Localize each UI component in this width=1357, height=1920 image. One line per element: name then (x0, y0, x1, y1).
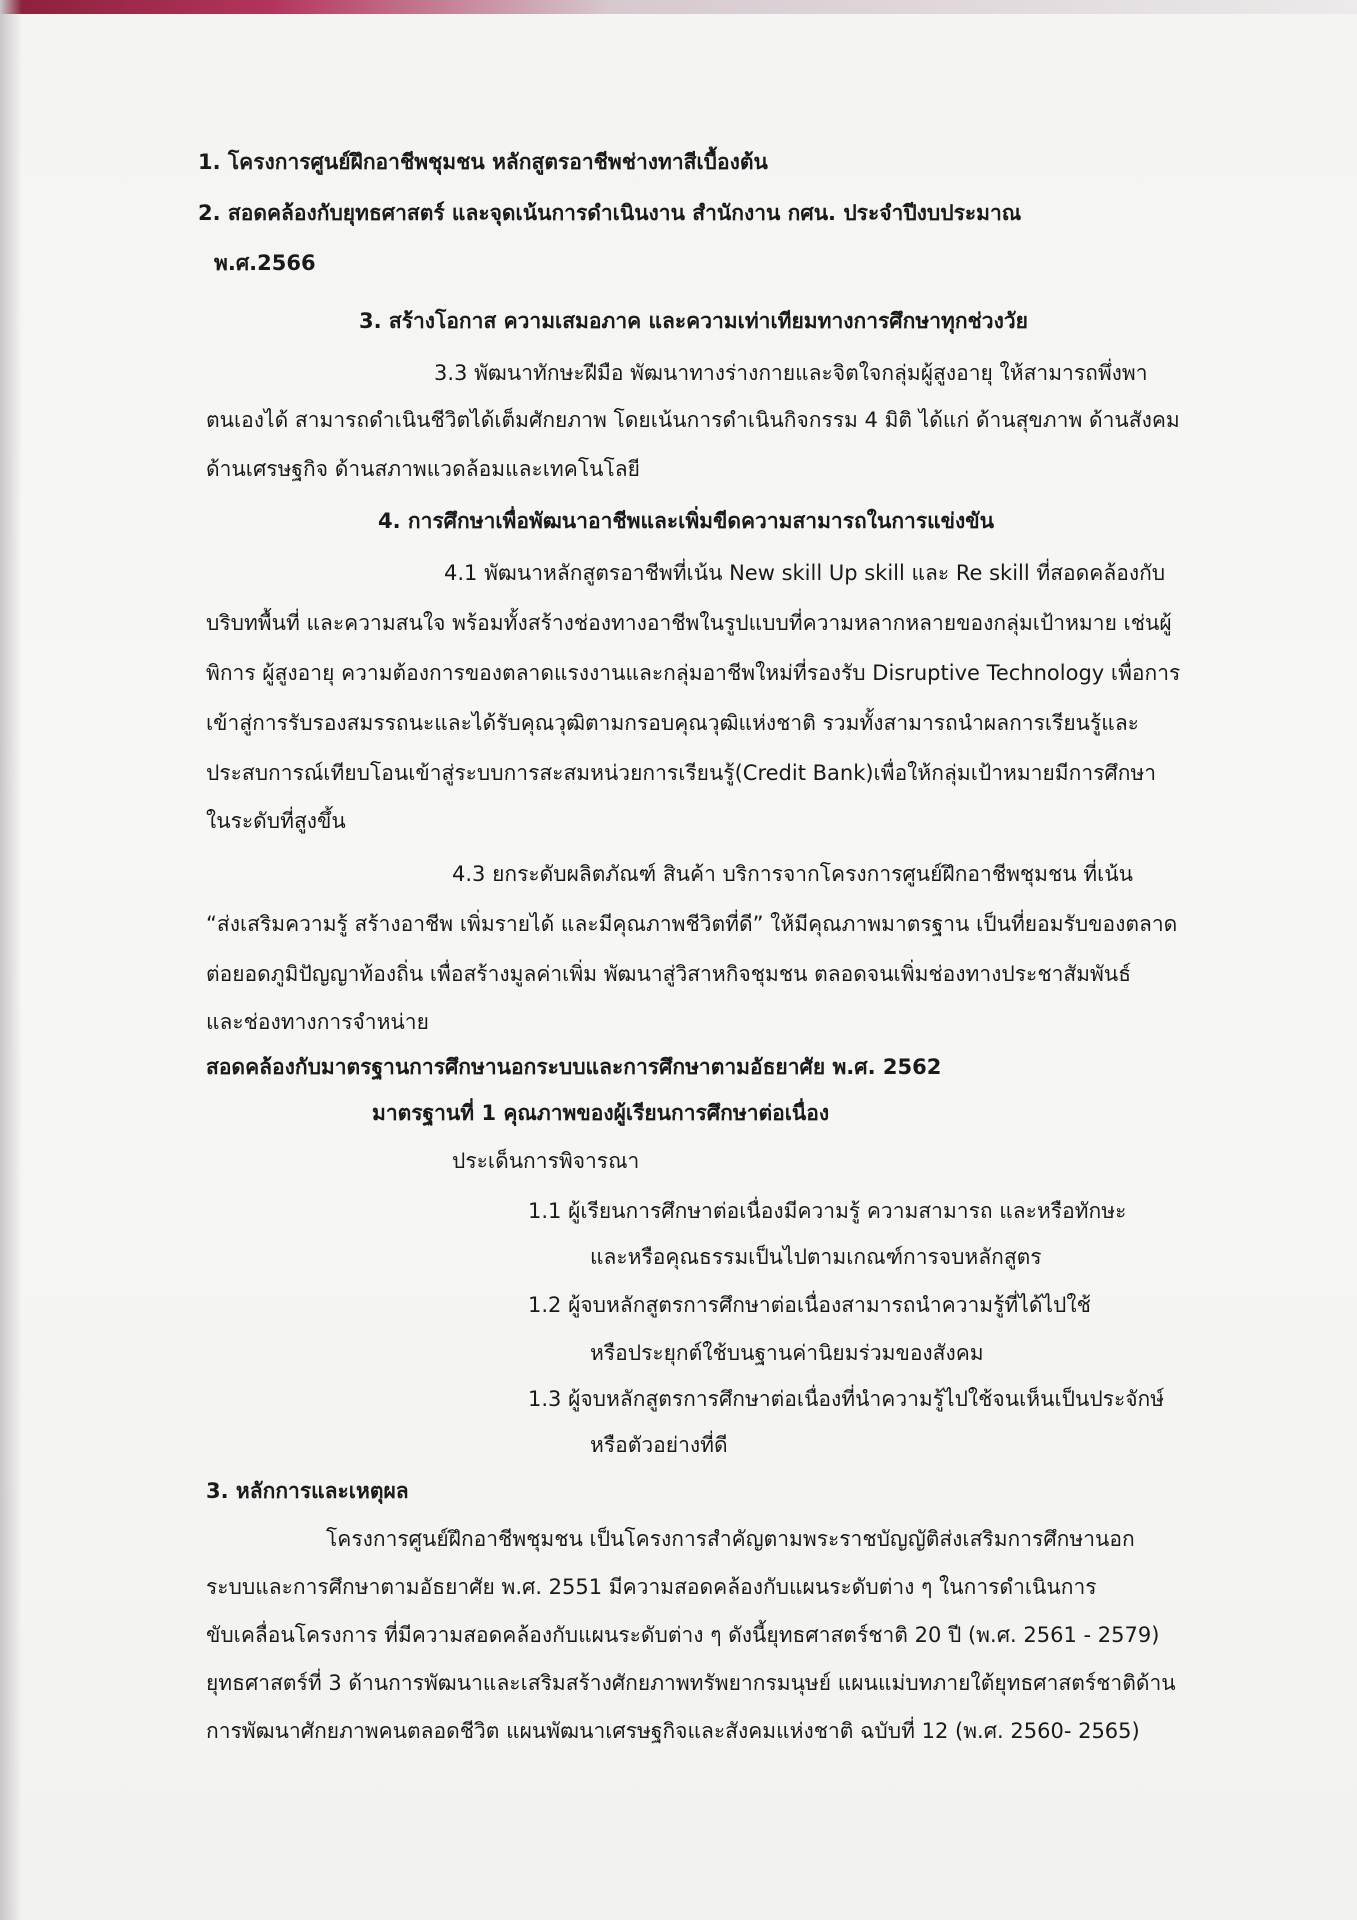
paragraph-line: ต่อยอดภูมิปัญญาท้องถิ่น เพื่อสร้างมูลค่าเพิ่ม พัฒนาสู่วิสาหกิจชุมชน ตลอดจนเพิ่มช่องทางประชาสัมพันธ์ (206, 962, 1132, 986)
list-item-continuation: และหรือคุณธรรมเป็นไปตามเกณฑ์การจบหลักสูตร (590, 1245, 1042, 1269)
paragraph-line: 4.1 พัฒนาหลักสูตรอาชีพที่เน้น New skill Up skill และ Re skill ที่สอดคล้องกับ (444, 561, 1166, 585)
heading-principles-rationale: 3. หลักการและเหตุผล (206, 1479, 409, 1503)
paragraph-line: “ส่งเสริมความรู้ สร้างอาชีพ เพิ่มรายได้ และมีคุณภาพชีวิตที่ดี” ให้มีคุณภาพมาตรฐาน เป็นที่ยอมรับของตลาด (206, 912, 1178, 936)
page-top-edge (0, 0, 1357, 14)
heading-strategy-alignment: 2. สอดคล้องกับยุทธศาสตร์ และจุดเน้นการดำเนินงาน สำนักงาน กศน. ประจำปีงบประมาณ (198, 201, 1022, 225)
paragraph-line: ประสบการณ์เทียบโอนเข้าสู่ระบบการสะสมหน่วยการเรียนรู้(Credit Bank)เพื่อให้กลุ่มเป้าหมายมีการศึกษา (206, 761, 1157, 785)
paragraph-line: บริบทพื้นที่ และความสนใจ พร้อมทั้งสร้างช่องทางอาชีพในรูปแบบที่ความหลากหลายของกลุ่มเป้าหมาย เช่นผู้ (206, 611, 1172, 635)
paragraph-line: ในระดับที่สูงขึ้น (206, 809, 346, 833)
paragraph-line: การพัฒนาศักยภาพคนตลอดชีวิต แผนพัฒนาเศรษฐกิจและสังคมแห่งชาติ ฉบับที่ 12 (พ.ศ. 2560- 2565) (206, 1719, 1140, 1743)
paragraph-line: เข้าสู่การรับรองสมรรถนะและได้รับคุณวุฒิตามกรอบคุณวุฒิแห่งชาติ รวมทั้งสามารถนำผลการเรียนรู้และ (206, 711, 1139, 735)
heading-standard-1: มาตรฐานที่ 1 คุณภาพของผู้เรียนการศึกษาต่อเนื่อง (372, 1101, 830, 1125)
subheading-strategy-4: 4. การศึกษาเพื่อพัฒนาอาชีพและเพิ่มขีดความสามารถในการแข่งขัน (378, 509, 994, 533)
label-considerations: ประเด็นการพิจารณา (452, 1149, 640, 1173)
list-item-continuation: หรือตัวอย่างที่ดี (590, 1433, 728, 1457)
list-item: 1.1 ผู้เรียนการศึกษาต่อเนื่องมีความรู้ ความสามารถ และหรือทักษะ (528, 1199, 1127, 1223)
paragraph-line: ยุทธศาสตร์ที่ 3 ด้านการพัฒนาและเสริมสร้างศักยภาพทรัพยากรมนุษย์ แผนแม่บทภายใต้ยุทธศาสตร์ชาติด้าน (206, 1671, 1176, 1695)
list-item: 1.2 ผู้จบหลักสูตรการศึกษาต่อเนื่องสามารถนำความรู้ที่ได้ไปใช้ (528, 1293, 1091, 1317)
page-left-shadow (0, 0, 22, 1920)
paragraph-line: และช่องทางการจำหน่าย (206, 1010, 429, 1034)
paragraph-line: ตนเองได้ สามารถดำเนินชีวิตได้เต็มศักยภาพ โดยเน้นการดำเนินกิจกรรม 4 มิติ ได้แก่ ด้านสุขภาพ ด้านสังคม (206, 408, 1180, 432)
heading-budget-year: พ.ศ.2566 (214, 251, 316, 275)
heading-project-name: 1. โครงการศูนย์ฝึกอาชีพชุมชน หลักสูตรอาชีพช่างทาสีเบื้องต้น (198, 150, 768, 174)
paragraph-line: ระบบและการศึกษาตามอัธยาศัย พ.ศ. 2551 มีความสอดคล้องกับแผนระดับต่าง ๆ ในการดำเนินการ (206, 1575, 1097, 1599)
paragraph-line: 4.3 ยกระดับผลิตภัณฑ์ สินค้า บริการจากโครงการศูนย์ฝึกอาชีพชุมชน ที่เน้น (452, 862, 1134, 886)
paragraph-line: ด้านเศรษฐกิจ ด้านสภาพแวดล้อมและเทคโนโลยี (206, 457, 640, 481)
list-item-continuation: หรือประยุกต์ใช้บนฐานค่านิยมร่วมของสังคม (590, 1341, 984, 1365)
heading-standards-alignment: สอดคล้องกับมาตรฐานการศึกษานอกระบบและการศึกษาตามอัธยาศัย พ.ศ. 2562 (206, 1055, 942, 1079)
paragraph-line: โครงการศูนย์ฝึกอาชีพชุมชน เป็นโครงการสำคัญตามพระราชบัญญัติส่งเสริมการศึกษานอก (326, 1527, 1135, 1551)
paragraph-line: ขับเคลื่อนโครงการ ที่มีความสอดคล้องกับแผนระดับต่าง ๆ ดังนี้ยุทธศาสตร์ชาติ 20 ปี (พ.ศ. 2561 - 2579) (206, 1623, 1160, 1647)
list-item: 1.3 ผู้จบหลักสูตรการศึกษาต่อเนื่องที่นำความรู้ไปใช้จนเห็นเป็นประจักษ์ (528, 1387, 1165, 1411)
paragraph-line: พิการ ผู้สูงอายุ ความต้องการของตลาดแรงงานและกลุ่มอาชีพใหม่ที่รองรับ Disruptive Technology เพื่อการ (206, 661, 1181, 685)
subheading-strategy-3: 3. สร้างโอกาส ความเสมอภาค และความเท่าเทียมทางการศึกษาทุกช่วงวัย (359, 309, 1028, 333)
paragraph-line: 3.3 พัฒนาทักษะฝีมือ พัฒนาทางร่างกายและจิตใจกลุ่มผู้สูงอายุ ให้สามารถพึ่งพา (434, 361, 1148, 385)
